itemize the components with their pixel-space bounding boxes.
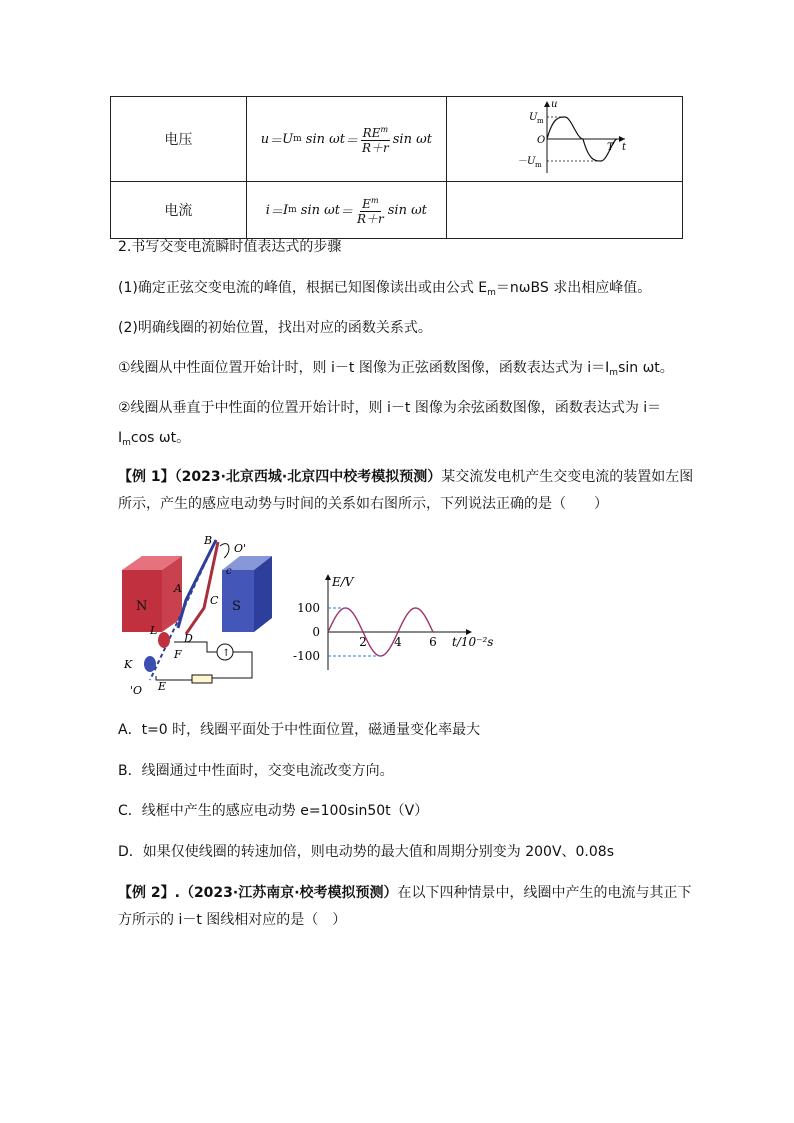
voltage-sine-graph	[447, 97, 682, 177]
label-b: B	[204, 534, 213, 547]
voltage-graph-cell	[446, 97, 682, 182]
option-d[interactable]: D．如果仅使线圈的转速加倍，则电动势的最大值和周期分别变为 200V、0.08s	[118, 844, 614, 860]
x-axis-label: t/10⁻²s	[452, 635, 494, 649]
generator-figure	[112, 530, 272, 700]
option-a[interactable]: A．t=0 时，线圈平面处于中性面位置，磁通量变化率最大	[118, 722, 481, 738]
step3: ①线圈从中性面位置开始计时，则 i－t 图像为正弦函数图像，函数表达式为 $i=I_m\sin$ ωt。	[118, 360, 674, 378]
svg-text:t: t	[621, 142, 627, 153]
label-d: D	[184, 632, 193, 645]
option-c[interactable]: C．线框中产生的感应电动势 e=100sin50t（V）	[118, 803, 429, 819]
example2-line2: 方所示的 i－t 图线相对应的是（ ）	[118, 912, 347, 928]
s-label: S	[232, 599, 241, 614]
step4-line2: $I_m\cos$ ωt。	[118, 430, 191, 448]
y-axis-arrow	[325, 574, 331, 580]
label-f: F	[174, 648, 182, 661]
section2-title: 2.书写交变电流瞬时值表达式的步骤	[118, 239, 342, 255]
slip-ring-blue	[144, 656, 156, 672]
resistor	[192, 675, 212, 683]
voltage-formula: u ＝ U m sin ωt ＝ $\frac{RE^m}{R+r}$ sin ωt	[246, 97, 446, 182]
label-o-prime: O'	[234, 542, 247, 555]
current-graph-cell	[446, 182, 682, 239]
label-a: A	[174, 582, 182, 595]
label-c-small: c	[226, 566, 232, 577]
voltage-label: 电压	[111, 97, 247, 182]
example1-line2: 所示，产生的感应电动势与时间的关系如右图所示，下列说法正确的是（ ）	[118, 496, 608, 512]
y-axis-label: E/V	[332, 575, 354, 589]
svg-text:T: T	[606, 142, 614, 153]
n-label: N	[136, 599, 148, 614]
current-formula: i ＝ I m sin ωt ＝ $\frac{E^m}{R+r}$ sin ωt	[246, 182, 446, 239]
x-tick-label: 2	[359, 635, 367, 649]
label-e: E	[158, 680, 167, 693]
formula-table	[110, 96, 683, 239]
svg-text:m: m	[534, 161, 542, 169]
example2-line1: 【例 2】.（2023·江苏南京·校考模拟预测）在以下四种情景中，线圈中产生的电流与其正下	[118, 885, 692, 901]
svg-text:O: O	[536, 135, 546, 146]
step1: (1)确定正弦交变电流的峰值，根据已知图像读出或由公式 $E_m=n\omega BS$ 求出相应峰值。	[118, 280, 652, 298]
example1-line1: 【例 1】（2023·北京西城·北京四中校考模拟预测）某交流发电机产生交变电流的装置如左图	[118, 469, 694, 485]
step2: (2)明确线圈的初始位置，找出对应的函数关系式。	[118, 320, 432, 336]
y-tick-label: -100	[293, 649, 320, 663]
slip-ring-red	[158, 632, 170, 648]
svg-text:－U: －U	[516, 156, 536, 167]
label-o: 'O	[130, 684, 143, 697]
svg-text:m: m	[536, 117, 544, 125]
rotation-arrow-icon	[220, 544, 229, 558]
current-label: 电流	[111, 182, 247, 239]
label-k: K	[124, 658, 133, 671]
circuit-wire-top	[174, 642, 252, 678]
x-tick-label: 6	[429, 635, 437, 649]
x-tick-label: 4	[394, 635, 402, 649]
svg-text:U: U	[528, 112, 538, 123]
emf-chart	[280, 570, 500, 680]
svg-text:u: u	[550, 99, 558, 110]
step4-line1: ②线圈从垂直于中性面的位置开始计时，则 i－t 图像为余弦函数图像，函数表达式为 i＝	[118, 400, 662, 416]
y-tick-label: 100	[297, 601, 320, 615]
y-tick-label: 0	[312, 625, 320, 639]
option-b[interactable]: B．线圈通过中性面时，交变电流改变方向。	[118, 763, 394, 779]
label-c: C	[210, 594, 219, 607]
label-l: L	[150, 624, 158, 637]
ammeter-arrow-icon: ↑	[222, 648, 231, 659]
